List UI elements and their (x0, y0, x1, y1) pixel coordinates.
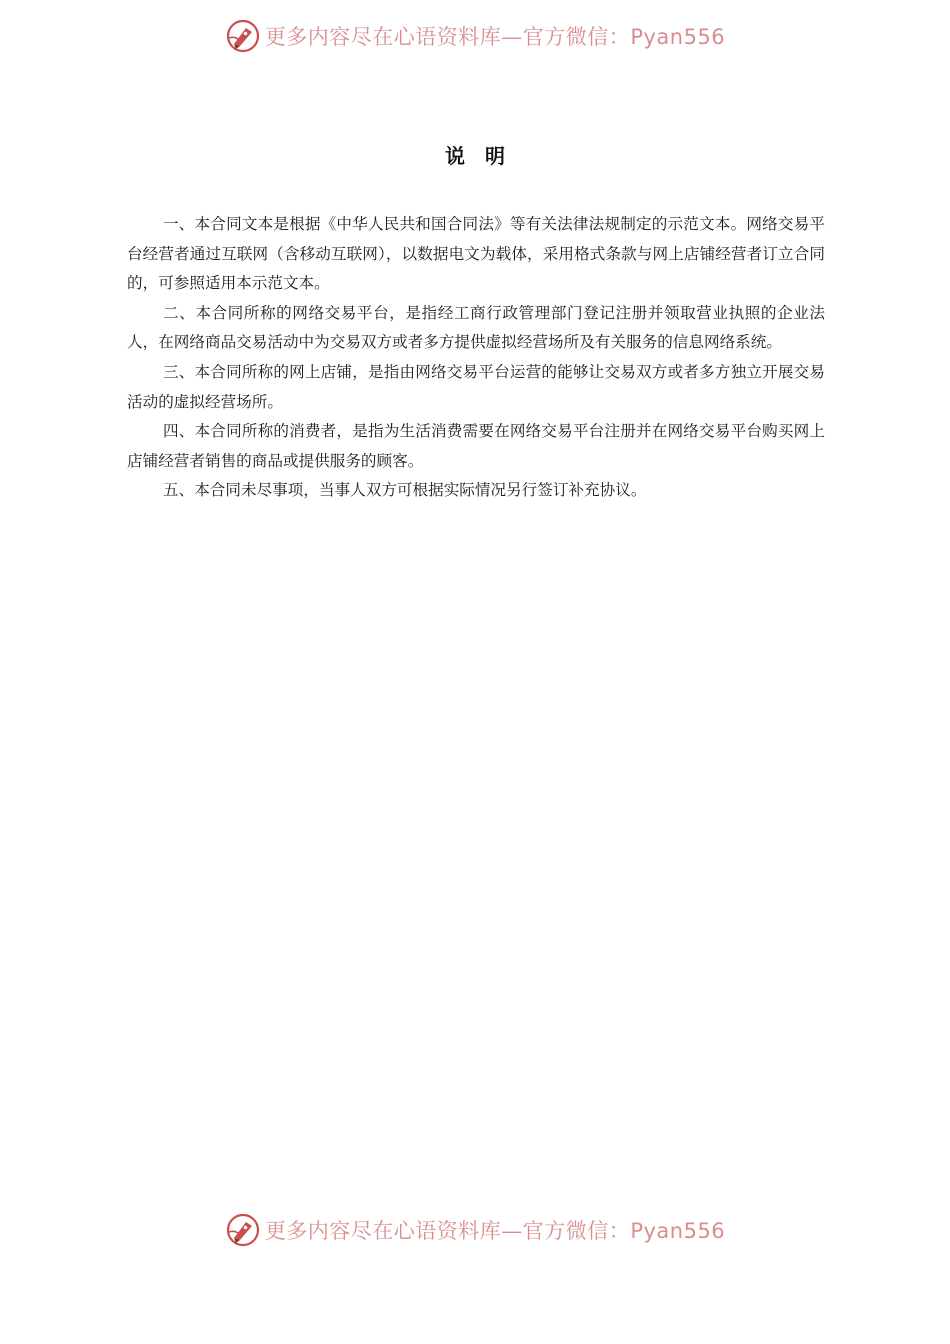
pen-nib-logo-icon (225, 1212, 261, 1248)
watermark-text-cn: 更多内容尽在心语资料库—官方微信： (264, 1219, 631, 1243)
paragraph-2: 二、本合同所称的网络交易平台，是指经工商行政管理部门登记注册并领取营业执照的企业法人，在网络商品交易活动中为交易双方或者多方提供虚拟经营场所及有关服务的信息网络系统。 (127, 303, 825, 352)
header-watermark (0, 16, 950, 56)
watermark-wechat-id: Pyan556 (630, 25, 726, 49)
paragraph-5: 五、本合同未尽事项，当事人双方可根据实际情况另行签订补充协议。 (163, 481, 647, 500)
paragraph-3: 三、本合同所称的网上店铺，是指由网络交易平台运营的能够让交易双方或者多方独立开展交易活动的虚拟经营场所。 (127, 362, 825, 411)
document-title: 说明 (445, 144, 525, 168)
watermark-text (265, 1215, 725, 1245)
watermark-text (265, 21, 725, 51)
footer-watermark (0, 1210, 950, 1250)
document-body (127, 210, 825, 506)
pen-nib-logo-icon (225, 18, 261, 54)
paragraph-1: 一、本合同文本是根据《中华人民共和国合同法》等有关法律法规制定的示范文本。网络交易平台经营者通过互联网（含移动互联网），以数据电文为载体，采用格式条款与网上店铺经营者订立合同的，可参照适用本示范文本。 (127, 215, 825, 293)
watermark-wechat-id: Pyan556 (630, 1219, 726, 1243)
watermark-text-cn: 更多内容尽在心语资料库—官方微信： (264, 25, 631, 49)
paragraph-4: 四、本合同所称的消费者，是指为生活消费需要在网络交易平台注册并在网络交易平台购买网上店铺经营者销售的商品或提供服务的顾客。 (127, 422, 825, 470)
